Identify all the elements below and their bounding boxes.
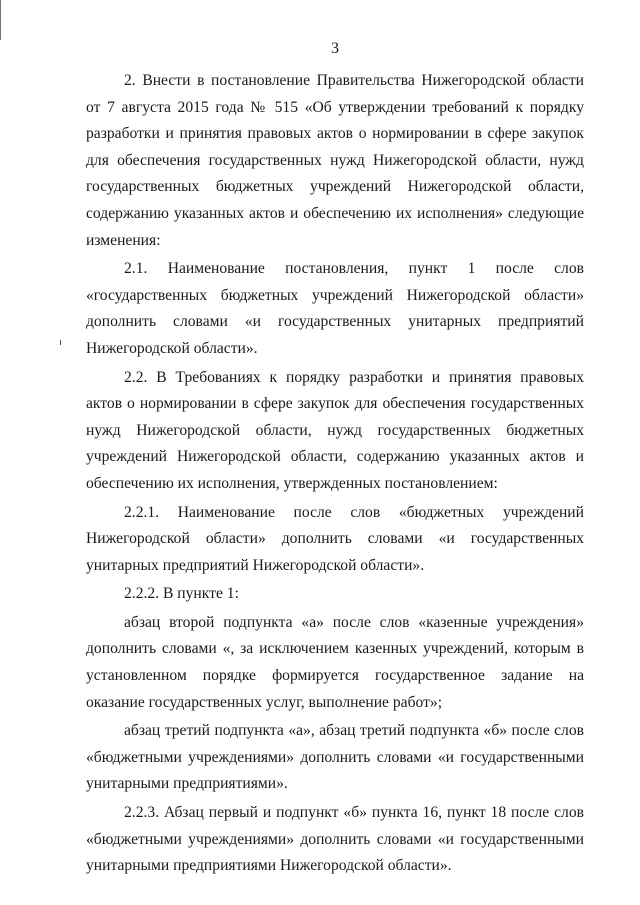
scan-edge-mark [0, 0, 1, 40]
paragraph-indent-a-second: абзац второй подпункта «а» после слов «казенные учреждения» дополнить словами «, за исключением казенных учреждений, которым в установленном порядке формируется государственное задание на оказание государственных услуг, выполнение работ»; [86, 613, 584, 711]
paragraph-2-2: 2.2. В Требованиях к порядку разработки и принятия правовых актов о нормировании в сфере закупок для обеспечения государственных нужд Нижегородской области, нужд государственных бюджетных учреждений Нижегородской области, содержанию указанных актов и обеспечению их исполнения, утвержденных постановлением: [86, 368, 584, 492]
page-number: 3 [331, 40, 339, 57]
paragraph-2-2-2: 2.2.2. В пункте 1: [124, 585, 239, 603]
paragraph-2-1: 2.1. Наименование постановления, пункт 1 после слов «государственных бюджетных учреждений Нижегородской области» дополнить словами «и государственных унитарных предприятий Нижегородской области». [86, 260, 584, 357]
paragraph-2: 2. Внести в постановление Правительства Нижегородской области от 7 августа 2015 года № 515 «Об утверждении требований к порядку разработки и принятия правовых актов о нормировании в сфере закупок для обеспечения государственных нужд Нижегородской области, нужд государственных бюджетных учреждений Нижегородской области, содержанию указанных актов и обеспечению их исполнения» следующие изменения: [86, 72, 584, 249]
paragraph-2-2-1: 2.2.1. Наименование после слов «бюджетных учреждений Нижегородской области» дополнить словами «и государственных унитарных предприятий Нижегородской области». [86, 503, 584, 574]
paragraph-indent-a-b-third: абзац третий подпункта «а», абзац третий подпункта «б» после слов «бюджетными учреждениями» дополнить словами «и государственными унитарными предприятиями». [86, 722, 584, 793]
paragraph-2-2-3: 2.2.3. Абзац первый и подпункт «б» пункта 16, пункт 18 после слов «бюджетными учреждениями» дополнить словами «и государственными унитарными предприятиями Нижегородской области». [86, 804, 584, 875]
scan-margin-mark [60, 340, 61, 345]
